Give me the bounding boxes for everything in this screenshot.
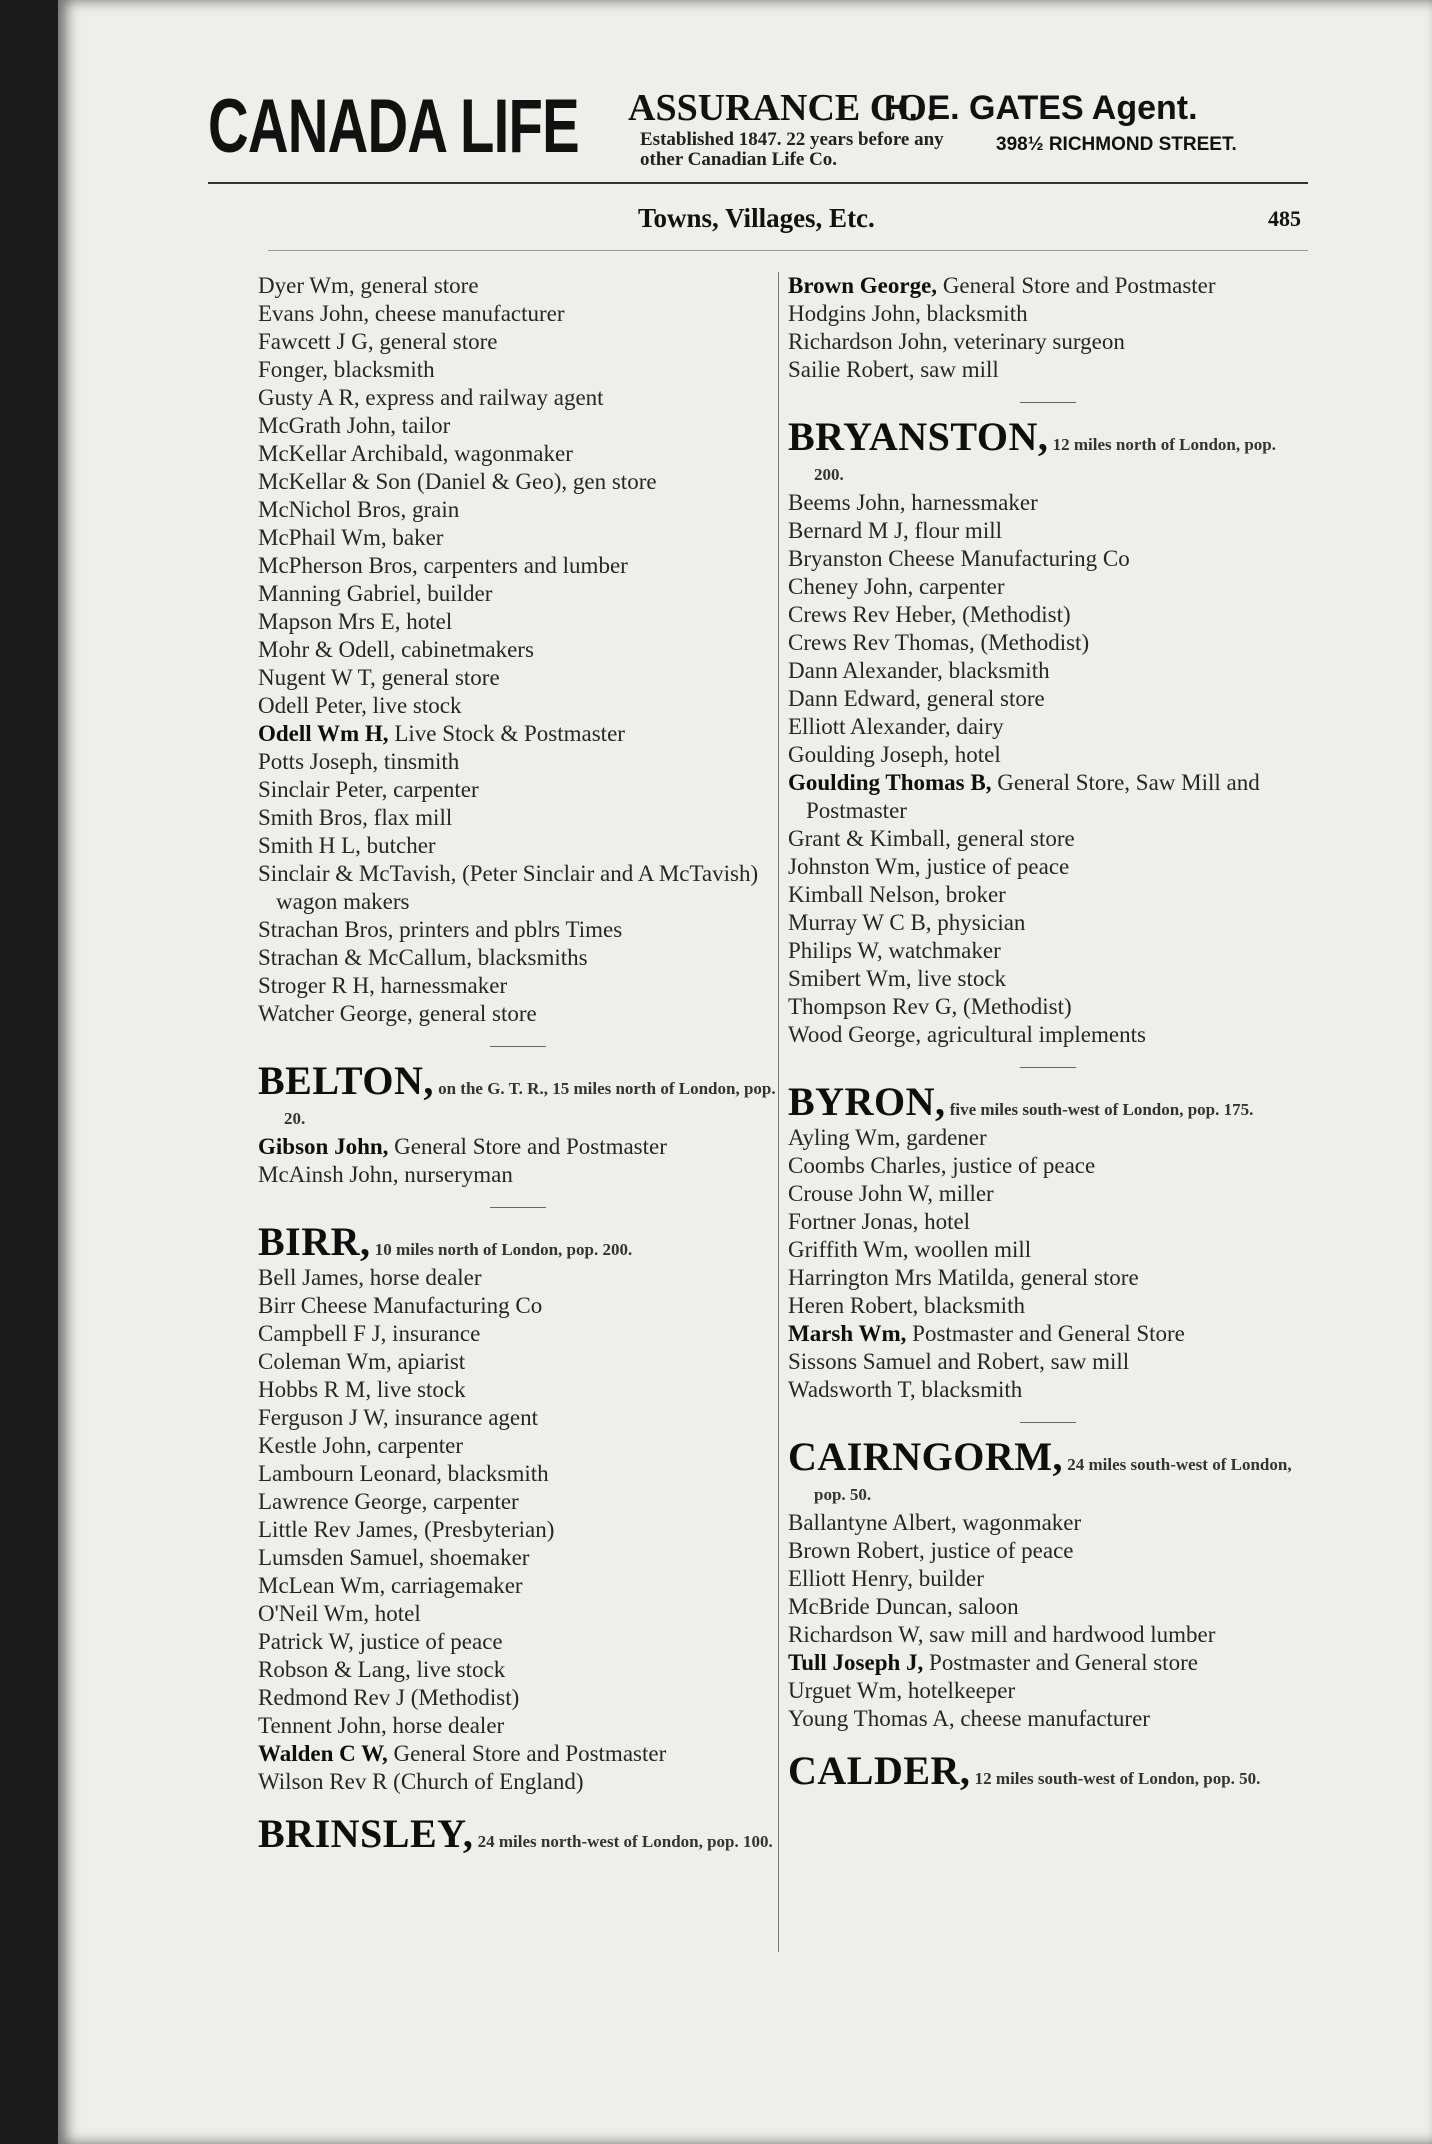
entry-name-bold: Marsh Wm, [788, 1321, 907, 1346]
directory-page [58, 0, 1432, 2144]
town-description: on the G. T. R., 15 miles north of London, pop. 20. [284, 1079, 776, 1128]
directory-entry: Smibert Wm, live stock [788, 966, 1007, 991]
directory-entry: Odell Peter, live stock [258, 693, 462, 718]
entry-name-bold: Tull Joseph J, [788, 1650, 924, 1675]
town-heading-calder [788, 1748, 1308, 1793]
town-description: 12 miles north of London, pop. 200. [814, 435, 1277, 484]
directory-entry-featured [258, 720, 778, 748]
directory-entry: Elliott Alexander, dairy [788, 714, 1004, 739]
directory-entry: Fawcett J G, general store [258, 329, 498, 354]
directory-entry: Mapson Mrs E, hotel [258, 609, 453, 634]
directory-entry: Young Thomas A, cheese manufacturer [788, 1706, 1150, 1731]
town-description: 24 miles south-west of London, pop. 50. [814, 1455, 1292, 1504]
directory-entry: Bryanston Cheese Manufacturing Co [788, 546, 1130, 571]
advertisement-header [208, 82, 1308, 192]
town-description: 10 miles north of London, pop. 200. [370, 1240, 633, 1259]
town-name: BIRR, [258, 1219, 371, 1264]
directory-entry: Wadsworth T, blacksmith [788, 1377, 1023, 1402]
directory-entry: Nugent W T, general store [258, 665, 500, 690]
section-separator [490, 1046, 546, 1047]
directory-entry: Kestle John, carpenter [258, 1433, 464, 1458]
directory-entry: Beems John, harnessmaker [788, 490, 1038, 515]
directory-entry: Sailie Robert, saw mill [788, 357, 999, 382]
directory-entry: Bernard M J, flour mill [788, 518, 1002, 543]
town-description: 24 miles north-west of London, pop. 100. [473, 1832, 773, 1851]
directory-entry: Coleman Wm, apiarist [258, 1349, 466, 1374]
town-name: BYRON, [788, 1079, 946, 1124]
directory-entry: Cheney John, carpenter [788, 574, 1005, 599]
directory-entry: Ballantyne Albert, wagonmaker [788, 1510, 1082, 1535]
directory-entry: Heren Robert, blacksmith [788, 1293, 1025, 1318]
directory-entry: Ferguson J W, insurance agent [258, 1405, 539, 1430]
town-name: BRINSLEY, [258, 1811, 474, 1856]
directory-entry: Griffith Wm, woollen mill [788, 1237, 1032, 1262]
directory-entry: Hobbs R M, live stock [258, 1377, 466, 1402]
title-rule [268, 250, 1308, 251]
directory-entry: Potts Joseph, tinsmith [258, 749, 460, 774]
directory-entry: Coombs Charles, justice of peace [788, 1153, 1096, 1178]
directory-entry: Johnston Wm, justice of peace [788, 854, 1070, 879]
directory-entry-featured [258, 1740, 778, 1768]
left-column [258, 272, 778, 1856]
town-description: five miles south-west of London, pop. 175. [945, 1100, 1254, 1119]
directory-entry-featured [258, 1133, 778, 1161]
directory-entry: Richardson W, saw mill and hardwood lumber [788, 1622, 1216, 1647]
directory-entry: Strachan & McCallum, blacksmiths [258, 945, 588, 970]
directory-entry: Murray W C B, physician [788, 910, 1026, 935]
directory-entry: McLean Wm, carriagemaker [258, 1573, 523, 1598]
directory-entry: Stroger R H, harnessmaker [258, 973, 508, 998]
entry-detail: Live Stock & Postmaster [388, 721, 625, 746]
directory-entry: Redmond Rev J (Methodist) [258, 1685, 520, 1710]
directory-entry: Wilson Rev R (Church of England) [258, 1769, 584, 1794]
town-heading-brinsley [258, 1811, 778, 1856]
town-name: BRYANSTON, [788, 414, 1049, 459]
directory-entry: Dann Edward, general store [788, 686, 1045, 711]
directory-entry: Manning Gabriel, builder [258, 581, 493, 606]
directory-entry-featured [788, 1320, 1308, 1348]
directory-entry: Smith Bros, flax mill [258, 805, 453, 830]
directory-entry: McKellar & Son (Daniel & Geo), gen store [258, 469, 657, 494]
directory-entry: Hodgins John, blacksmith [788, 301, 1028, 326]
directory-entry: Lumsden Samuel, shoemaker [258, 1545, 530, 1570]
right-column [788, 272, 1308, 1793]
directory-entry: Dann Alexander, blacksmith [788, 658, 1050, 683]
directory-entry: Lawrence George, carpenter [258, 1489, 519, 1514]
town-name: BELTON, [258, 1058, 434, 1103]
directory-entry: Watcher George, general store [258, 1001, 537, 1026]
town-heading-bryanston [788, 414, 1308, 489]
section-separator [1020, 1422, 1076, 1423]
directory-entry: Thompson Rev G, (Methodist) [788, 994, 1072, 1019]
town-heading-byron [788, 1079, 1308, 1124]
header-rule [208, 182, 1308, 184]
directory-entry: Goulding Joseph, hotel [788, 742, 1001, 767]
entry-list-continued [258, 272, 778, 1028]
directory-entry: Strachan Bros, printers and pblrs Times [258, 917, 623, 942]
directory-entry: Lambourn Leonard, blacksmith [258, 1461, 549, 1486]
directory-entry-featured [788, 1649, 1308, 1677]
directory-entry: Robson & Lang, live stock [258, 1657, 506, 1682]
entry-detail: Postmaster and General store [923, 1650, 1198, 1675]
directory-entry: Patrick W, justice of peace [258, 1629, 503, 1654]
directory-entry: Elliott Henry, builder [788, 1566, 984, 1591]
directory-entry: Tennent John, horse dealer [258, 1713, 505, 1738]
entry-name-bold: Brown George, [788, 273, 938, 298]
directory-entry: Kimball Nelson, broker [788, 882, 1006, 907]
directory-entry: Gusty A R, express and railway agent [258, 385, 604, 410]
company-name: ASSURANCE CO. [628, 87, 937, 129]
running-title: Towns, Villages, Etc. [638, 203, 875, 233]
directory-entry: Philips W, watchmaker [788, 938, 1001, 963]
directory-entry: McAinsh John, nurseryman [258, 1162, 513, 1187]
directory-entry: Urguet Wm, hotelkeeper [788, 1678, 1016, 1703]
directory-entry: McPherson Bros, carpenters and lumber [258, 553, 628, 578]
directory-entry: Mohr & Odell, cabinetmakers [258, 637, 534, 662]
page-number: 485 [1268, 206, 1301, 231]
agent-address: 398½ RICHMOND STREET. [996, 134, 1237, 155]
directory-entry: McNichol Bros, grain [258, 497, 460, 522]
directory-entry: O'Neil Wm, hotel [258, 1601, 421, 1626]
section-separator [1020, 402, 1076, 403]
directory-entry: Crouse John W, miller [788, 1181, 994, 1206]
directory-entry: Smith H L, butcher [258, 833, 436, 858]
directory-entry: Crews Rev Heber, (Methodist) [788, 602, 1071, 627]
entry-detail: General Store and Postmaster [937, 273, 1216, 298]
directory-entry: McKellar Archibald, wagonmaker [258, 441, 573, 466]
directory-entry: Sissons Samuel and Robert, saw mill [788, 1349, 1130, 1374]
town-name: CALDER, [788, 1748, 971, 1793]
directory-entry: Evans John, cheese manufacturer [258, 301, 565, 326]
entry-detail: General Store and Postmaster [387, 1741, 667, 1766]
directory-entry: Fortner Jonas, hotel [788, 1209, 971, 1234]
directory-entry: Wood George, agricultural implements [788, 1022, 1146, 1047]
section-separator [490, 1207, 546, 1208]
entry-name-bold: Walden C W, [258, 1741, 388, 1766]
directory-entry: Campbell F J, insurance [258, 1321, 481, 1346]
brand-name: CANADA LIFE [208, 84, 579, 169]
entry-detail: General Store and Postmaster [388, 1134, 667, 1159]
directory-entry: McGrath John, tailor [258, 413, 451, 438]
directory-entry-featured [788, 272, 1308, 300]
entry-detail: General Store, Saw Mill and Postmaster [806, 770, 1260, 823]
directory-entry: Birr Cheese Manufacturing Co [258, 1293, 543, 1318]
directory-entry: Bell James, horse dealer [258, 1265, 482, 1290]
column-divider [778, 272, 779, 1952]
directory-entry: Fonger, blacksmith [258, 357, 435, 382]
established-note: Established 1847. 22 years before any other Canadian Life Co. [640, 129, 944, 170]
entry-name-bold: Odell Wm H, [258, 721, 389, 746]
town-description: 12 miles south-west of London, pop. 50. [970, 1769, 1261, 1788]
directory-entry: Harrington Mrs Matilda, general store [788, 1265, 1139, 1290]
entry-name-bold: Gibson John, [258, 1134, 389, 1159]
section-separator [1020, 1067, 1076, 1068]
entry-detail: Postmaster and General Store [906, 1321, 1185, 1346]
directory-entry: Brown Robert, justice of peace [788, 1538, 1074, 1563]
entry-name-bold: Goulding Thomas B, [788, 770, 992, 795]
agent-name: H. E. GATES Agent. [884, 89, 1198, 127]
directory-entry: Sinclair Peter, carpenter [258, 777, 479, 802]
town-name: CAIRNGORM, [788, 1434, 1063, 1479]
directory-entry: Little Rev James, (Presbyterian) [258, 1517, 555, 1542]
town-heading-birr [258, 1219, 778, 1264]
directory-entry: Ayling Wm, gardener [788, 1125, 987, 1150]
directory-entry: McBride Duncan, saloon [788, 1594, 1019, 1619]
town-heading-belton [258, 1058, 778, 1133]
directory-entry: McPhail Wm, baker [258, 525, 444, 550]
town-heading-cairngorm [788, 1434, 1308, 1509]
directory-entry: Crews Rev Thomas, (Methodist) [788, 630, 1090, 655]
directory-entry: Dyer Wm, general store [258, 273, 479, 298]
directory-entry: Grant & Kimball, general store [788, 826, 1075, 851]
directory-entry: Sinclair & McTavish, (Peter Sinclair and A McTavish) wagon makers [258, 861, 759, 914]
directory-entry-featured [788, 769, 1308, 825]
directory-entry: Richardson John, veterinary surgeon [788, 329, 1125, 354]
